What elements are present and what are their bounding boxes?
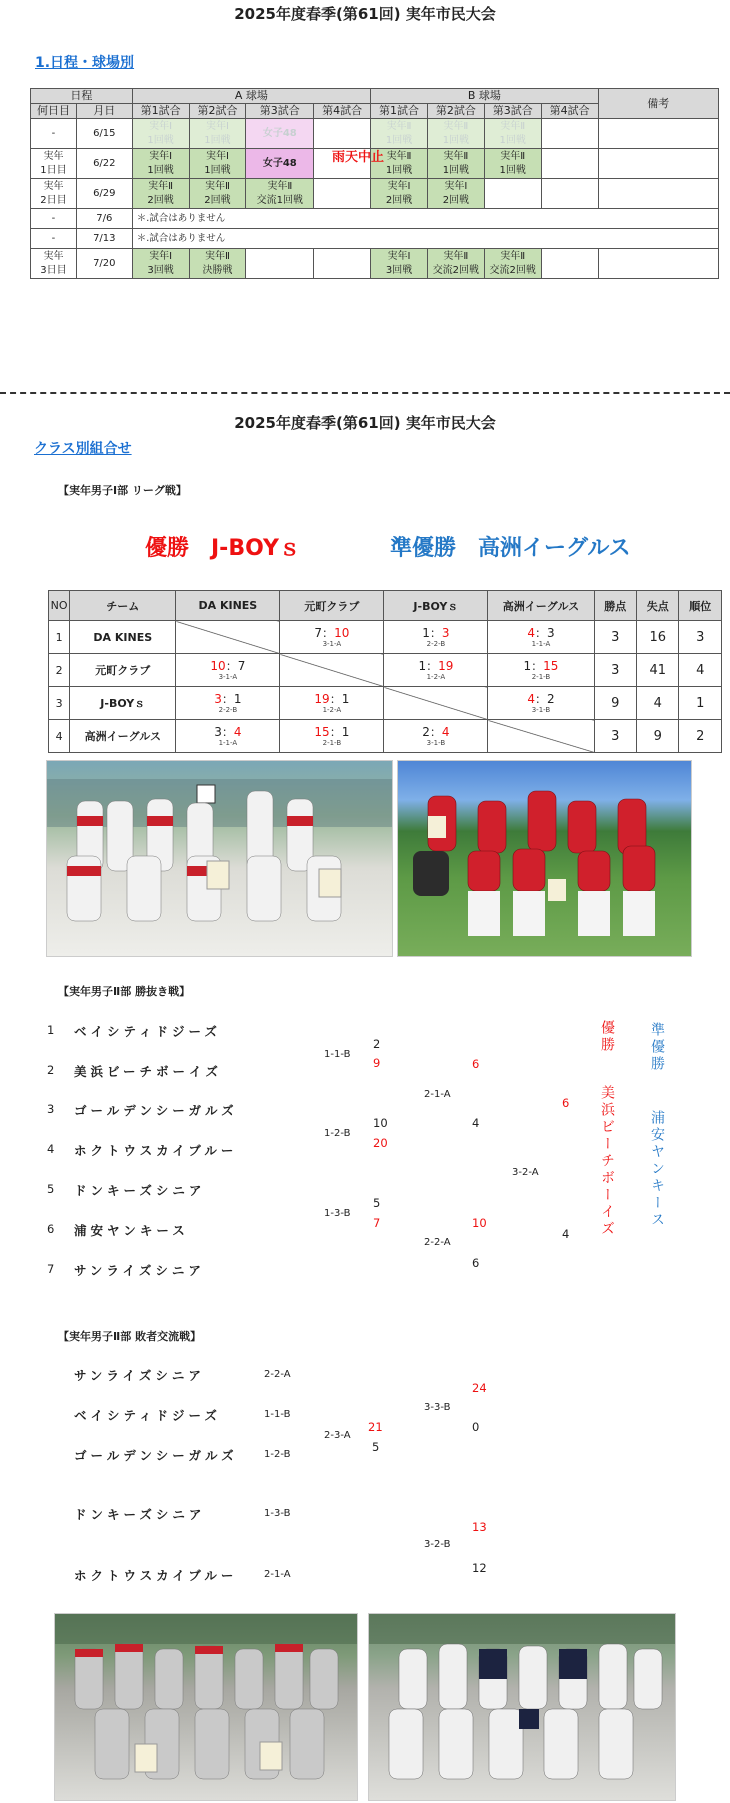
league-lost: 9: [637, 720, 679, 753]
game-code: 3-1-B: [426, 739, 446, 747]
score-red: 10: [210, 659, 226, 673]
score-black: ：7: [225, 659, 246, 673]
date-cell: 6/22: [76, 149, 132, 179]
league-rank: 1: [679, 687, 722, 720]
subheader-cell: 第4試合: [314, 104, 371, 119]
league-no: 4: [49, 720, 70, 753]
game-code: 1-1-B: [264, 1409, 291, 1420]
league-pts: 9: [594, 687, 636, 720]
score-red: 3: [441, 626, 450, 640]
team-name: 浦安ヤンキース: [74, 1223, 189, 1238]
bracket-score: 13: [472, 1520, 487, 1534]
game-code: 2-2-A: [264, 1369, 291, 1380]
team-seed-number: 3: [47, 1102, 55, 1116]
subheader-cell: 第2試合: [189, 104, 246, 119]
div2-runner: 浦安ヤンキース: [649, 1110, 665, 1229]
score-red: 19: [314, 692, 330, 706]
header-date-group: 日程: [31, 89, 133, 104]
game-code: 3-1-A: [218, 673, 238, 681]
league-header-cell: 失点: [637, 591, 679, 621]
team-seed-number: 4: [47, 1142, 55, 1156]
league-header-cell: 順位: [679, 591, 722, 621]
score-red: 4: [441, 725, 450, 739]
game-cell-b: 実年Ⅱ 1回戦: [371, 149, 428, 179]
league-lost: 16: [637, 621, 679, 654]
team-name: ゴールデンシーガルズ: [74, 1448, 238, 1463]
score-red: 19: [438, 659, 454, 673]
game-cell-a: 実年Ⅱ 2回戦: [132, 179, 189, 209]
league-rank: 3: [679, 621, 722, 654]
team-name: サンライズシニア: [74, 1368, 205, 1383]
game-cell-a: 女子48: [246, 119, 314, 149]
section-class-title[interactable]: クラス別組合せ: [34, 441, 132, 457]
game-code: 3-1-A: [322, 640, 342, 648]
game-cell-a: 実年Ⅰ 3回戦: [132, 249, 189, 279]
score-black: 7：: [314, 626, 335, 640]
game-code: 1-2-A: [426, 673, 446, 681]
game-code: 1-3-B: [324, 1208, 351, 1219]
game-cell-b: 実年Ⅱ 1回戦: [484, 149, 541, 179]
team-name: ホクトウスカイブルー: [74, 1568, 238, 1583]
header-field-b: B 球場: [371, 89, 598, 104]
league-header-cell: DA KINES: [176, 591, 280, 621]
div1-runner-up: 準優勝 高洲イーグルス: [390, 536, 631, 561]
league-team: 元町クラブ: [70, 654, 176, 687]
div1-heading: 【実年男子Ⅰ部 リーグ戦】: [58, 484, 187, 497]
bracket-score: 4: [472, 1116, 480, 1130]
game-code: 1-2-A: [322, 706, 342, 714]
game-cell-b: 実年Ⅱ 1回戦: [371, 119, 428, 149]
game-cell-b: 実年Ⅱ 1回戦: [427, 149, 484, 179]
no-games-note: ＊.試合はありません: [132, 209, 718, 229]
bracket-score: 12: [472, 1561, 487, 1575]
section-schedule-title[interactable]: 1.日程・球場別: [35, 55, 135, 71]
subheader-cell: 月日: [76, 104, 132, 119]
score-black: 2：: [422, 725, 442, 739]
team-name: ゴールデンシーガルズ: [74, 1103, 238, 1118]
div2-champion: 美浜ビーチボーイズ: [599, 1085, 615, 1238]
div2-champion-label: 優勝: [599, 1020, 615, 1054]
score-red: 4: [233, 725, 242, 739]
team-photo-urayasu: [368, 1613, 676, 1801]
page-title: 2025年度春季(第61回) 実年市民大会: [234, 5, 496, 23]
game-code: 3-1-B: [531, 706, 551, 714]
bracket-score: 10: [472, 1216, 487, 1230]
game-code: 2-1-B: [531, 673, 551, 681]
league-team: DA KINES: [70, 621, 176, 654]
game-cell-b: 実年Ⅱ 1回戦: [484, 119, 541, 149]
league-lost: 41: [637, 654, 679, 687]
bracket-score: 6: [472, 1057, 480, 1071]
game-cell-a: 女子48: [246, 149, 314, 179]
game-code: 3-2-B: [424, 1539, 451, 1550]
score-red: 4: [527, 626, 535, 640]
league-header-cell: 元町クラブ: [280, 591, 384, 621]
game-cell-a: 実年Ⅱ 決勝戦: [189, 249, 246, 279]
game-code: 1-1-A: [531, 640, 551, 648]
day-cell: -: [31, 209, 77, 229]
no-games-note: ＊.試合はありません: [132, 229, 718, 249]
game-code: 2-1-A: [264, 1569, 291, 1580]
subheader-cell: 第2試合: [427, 104, 484, 119]
game-cell-a: 実年Ⅱ 交流1回戦: [246, 179, 314, 209]
game-code: 1-3-B: [264, 1508, 291, 1519]
score-black: 3：: [214, 725, 234, 739]
team-name: ホクトウスカイブルー: [74, 1143, 238, 1158]
league-rank: 2: [679, 720, 722, 753]
league-team: 高洲イーグルス: [70, 720, 176, 753]
game-code: 1-1-B: [324, 1049, 351, 1060]
game-cell-b: 実年Ⅱ 1回戦: [427, 119, 484, 149]
league-team: J-BOYｓ: [70, 687, 176, 720]
game-code: 1-2-B: [264, 1449, 291, 1460]
game-code: 1-1-A: [218, 739, 238, 747]
date-cell: 7/13: [76, 229, 132, 249]
subheader-cell: 第1試合: [371, 104, 428, 119]
header-note: 備考: [598, 89, 718, 119]
date-cell: 7/6: [76, 209, 132, 229]
team-name: ベイシティドジーズ: [74, 1408, 221, 1423]
league-no: 2: [49, 654, 70, 687]
page-title-2: 2025年度春季(第61回) 実年市民大会: [234, 414, 496, 432]
game-code: 2-2-A: [424, 1237, 451, 1248]
bracket-score: 6: [562, 1096, 570, 1110]
league-rank: 4: [679, 654, 722, 687]
game-cell-b: 実年Ⅰ 3回戦: [371, 249, 428, 279]
rain-cancel-label: 雨天中止: [332, 150, 385, 165]
game-cell-a: 実年Ⅰ 1回戦: [132, 119, 189, 149]
league-pts: 3: [594, 621, 636, 654]
div2-heading: 【実年男子Ⅱ部 勝抜き戦】: [58, 985, 191, 998]
day-cell: -: [31, 119, 77, 149]
bracket-score: 2: [373, 1037, 381, 1051]
score-black: ：3: [534, 626, 555, 640]
score-red: 4: [527, 692, 535, 706]
score-black: 1：: [418, 659, 439, 673]
day-cell: 実年 1日目: [31, 149, 77, 179]
team-seed-number: 1: [47, 1023, 55, 1037]
game-code: 2-3-A: [324, 1430, 351, 1441]
subheader-cell: 第4試合: [541, 104, 598, 119]
game-cell-a: 実年Ⅰ 1回戦: [189, 149, 246, 179]
team-seed-number: 6: [47, 1222, 55, 1236]
score-red: 10: [334, 626, 350, 640]
bracket-score: 4: [562, 1227, 570, 1241]
subheader-cell: 第1試合: [132, 104, 189, 119]
league-pts: 3: [594, 720, 636, 753]
game-code: 2-1-A: [424, 1089, 451, 1100]
game-code: 2-2-B: [218, 706, 238, 714]
bracket-score: 10: [373, 1116, 388, 1130]
game-cell-b: 実年Ⅱ 交流2回戦: [484, 249, 541, 279]
score-black: ：1: [221, 692, 242, 706]
game-cell-a: 実年Ⅰ 1回戦: [189, 119, 246, 149]
league-header-cell: NO: [49, 591, 70, 621]
div2-runner-label: 準優勝: [649, 1022, 665, 1073]
team-name: 美浜ビーチボーイズ: [74, 1064, 222, 1079]
league-pts: 3: [594, 654, 636, 687]
bracket-score: 6: [472, 1256, 480, 1270]
score-red: 3: [214, 692, 222, 706]
score-black: ：2: [534, 692, 555, 706]
score-black: ：1: [329, 725, 350, 739]
game-code: 3-3-B: [424, 1402, 451, 1413]
team-name: ベイシティドジーズ: [74, 1024, 221, 1039]
team-seed-number: 7: [47, 1262, 55, 1276]
game-cell-b: 実年Ⅰ 2回戦: [371, 179, 428, 209]
league-lost: 4: [637, 687, 679, 720]
league-header-cell: 勝点: [594, 591, 636, 621]
bracket-score: 9: [373, 1056, 381, 1070]
league-header-cell: チーム: [70, 591, 176, 621]
score-black: 1：: [422, 626, 442, 640]
date-cell: 6/15: [76, 119, 132, 149]
bracket-score: 5: [372, 1440, 380, 1454]
game-code: 2-2-B: [426, 640, 446, 648]
league-header-cell: J-BOYｓ: [384, 591, 488, 621]
game-cell-b: 実年Ⅱ 交流2回戦: [427, 249, 484, 279]
date-cell: 6/29: [76, 179, 132, 209]
day-cell: 実年 2日目: [31, 179, 77, 209]
subheader-cell: 第3試合: [484, 104, 541, 119]
score-black: ：1: [329, 692, 350, 706]
score-red: 15: [314, 725, 330, 739]
bracket-score: 7: [373, 1216, 381, 1230]
day-cell: -: [31, 229, 77, 249]
bracket-score: 0: [472, 1420, 480, 1434]
header-field-a: A 球場: [132, 89, 370, 104]
bracket-score: 24: [472, 1381, 487, 1395]
game-cell-a: 実年Ⅱ 2回戦: [189, 179, 246, 209]
league-header-cell: 高洲イーグルス: [488, 591, 594, 621]
game-code: 1-2-B: [324, 1128, 351, 1139]
team-name: ドンキーズシニア: [74, 1507, 206, 1522]
div3-heading: 【実年男子Ⅱ部 敗者交流戦】: [58, 1330, 202, 1343]
bracket-score: 21: [368, 1420, 383, 1434]
score-red: 15: [543, 659, 559, 673]
subheader-cell: 何日目: [31, 104, 77, 119]
bracket-score: 20: [373, 1136, 388, 1150]
team-seed-number: 5: [47, 1182, 55, 1196]
subheader-cell: 第3試合: [246, 104, 314, 119]
team-name: ドンキーズシニア: [74, 1183, 206, 1198]
game-cell-a: 実年Ⅰ 1回戦: [132, 149, 189, 179]
score-black: 1：: [523, 659, 544, 673]
bracket-score: 5: [373, 1196, 381, 1210]
team-seed-number: 2: [47, 1063, 55, 1077]
league-no: 3: [49, 687, 70, 720]
team-name: サンライズシニア: [74, 1263, 205, 1278]
date-cell: 7/20: [76, 249, 132, 279]
game-code: 3-2-A: [512, 1167, 539, 1178]
league-no: 1: [49, 621, 70, 654]
game-code: 2-1-B: [322, 739, 342, 747]
team-photo-mihama: [54, 1613, 358, 1801]
game-cell-b: 実年Ⅰ 2回戦: [427, 179, 484, 209]
div1-champion: 優勝 J-BOYｓ: [145, 536, 301, 561]
day-cell: 実年 3日目: [31, 249, 77, 279]
